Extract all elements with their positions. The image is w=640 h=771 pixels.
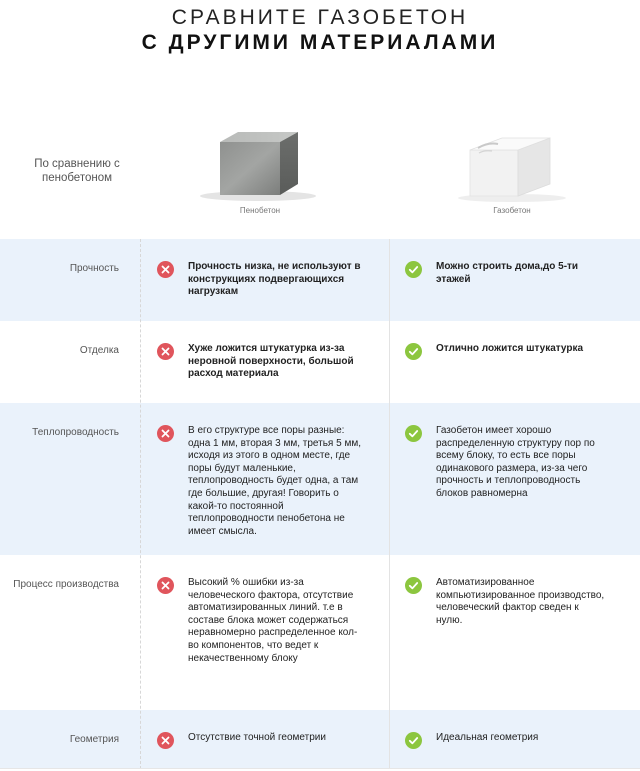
aerated-text: Отлично ложится штукатурка <box>436 343 584 354</box>
table-row <box>0 239 640 321</box>
aerated-cell <box>405 425 610 501</box>
page-title <box>0 6 640 56</box>
cross-icon <box>157 343 174 360</box>
foam-text: Высокий % ошибки из-за человеческого фактора, отсутствие автоматизированных линий. т.е в составе блока может содержаться неравномерно распределенное кол-во компонентов, что ведет к некачественному блоку <box>188 577 358 664</box>
product-caption: Газобетон <box>493 206 531 215</box>
aerated-text: Идеальная геометрия <box>436 732 539 743</box>
check-icon <box>405 425 422 442</box>
column-divider <box>389 239 390 769</box>
row-label: Прочность <box>69 263 119 274</box>
aerated-text: Можно строить дома,до 5-ти этажей <box>436 261 579 285</box>
table-bottom-border <box>0 768 640 769</box>
foam-text: Прочность низка, не используют в конструкциях подвергающихся нагрузкам <box>188 261 361 298</box>
table-row <box>0 321 640 403</box>
white-aerated-block-icon <box>432 120 592 206</box>
row-label: Теплопроводность <box>32 427 119 438</box>
table-row <box>0 555 640 710</box>
aerated-cell <box>405 261 610 286</box>
check-icon <box>405 343 422 360</box>
check-icon <box>405 732 422 749</box>
aerated-cell <box>405 732 610 749</box>
foam-text: Хуже ложится штукатурка из-за неровной поверхности, большой расход материала <box>188 343 354 380</box>
title-line-2: С ДРУГИМИ МАТЕРИАЛАМИ <box>141 31 499 54</box>
product-caption: Пенобетон <box>239 206 281 215</box>
cross-icon <box>157 732 174 749</box>
foam-cell <box>157 343 372 381</box>
foam-cell <box>157 425 367 538</box>
row-label: Процесс производства <box>13 579 119 590</box>
foam-text: В его структуре все поры разные: одна 1 мм, вторая 3 мм, третья 5 мм, исходя из этого в одном месте, где поры будут маленькие, теплопроводность будет одна, а там где большие, другая! Говорить о какой-то постоянной теплопроводности пенобетона не имеет смысла. <box>188 425 361 537</box>
foam-cell <box>157 261 377 299</box>
row-label: Отделка <box>79 345 119 356</box>
foam-cell <box>157 732 377 749</box>
foam-text: Отсутствие точной геометрии <box>188 732 326 743</box>
title-line-1: СРАВНИТЕ ГАЗОБЕТОН <box>171 6 469 29</box>
aerated-text: Автоматизированное компьютизированное производство, человеческий фактор сведен к нулю. <box>436 577 605 626</box>
product-foam-concrete <box>180 120 340 215</box>
table-row <box>0 710 640 768</box>
row-label: Геометрия <box>69 734 119 745</box>
cross-icon <box>157 425 174 442</box>
check-icon <box>405 261 422 278</box>
column-divider <box>140 239 141 769</box>
aerated-text: Газобетон имеет хорошо распределенную структуру пор по всему блоку, то есть все поры одинакового размера, из-за чего прочность и теплопроводность блоков равномерна <box>436 425 595 499</box>
cross-icon <box>157 261 174 278</box>
table-row <box>0 403 640 555</box>
check-icon <box>405 577 422 594</box>
product-aerated-concrete <box>432 120 592 215</box>
aerated-cell <box>405 577 605 627</box>
compare-label: По сравнению с пенобетоном <box>34 158 120 184</box>
aerated-cell <box>405 343 610 360</box>
gray-concrete-block-icon <box>180 120 340 206</box>
cross-icon <box>157 577 174 594</box>
foam-cell <box>157 577 367 665</box>
